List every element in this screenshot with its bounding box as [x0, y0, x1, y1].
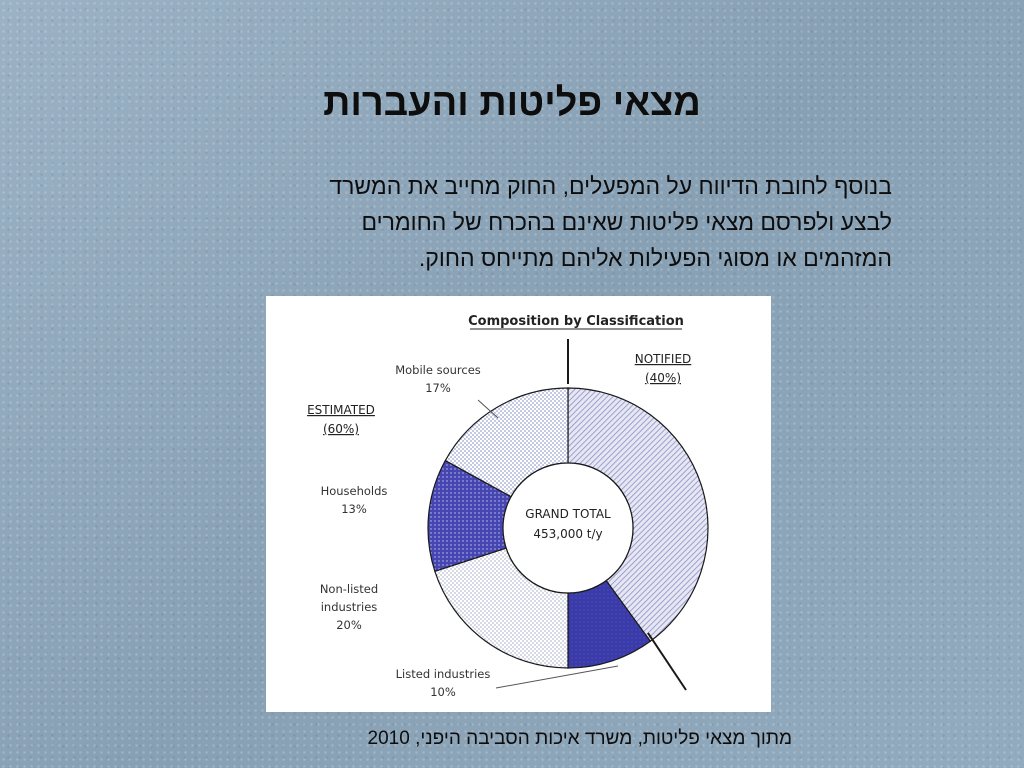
slide-title: מצאי פליטות והעברות: [323, 82, 701, 124]
group-label-notified: NOTIFIED: [634, 352, 692, 366]
group-percent-notified: (40%): [644, 371, 682, 385]
chart-title: Composition by Classification: [468, 314, 684, 329]
slice-label: 17%: [425, 381, 451, 395]
slice-label: Non-listed: [319, 582, 379, 596]
slice-label: 13%: [341, 502, 367, 516]
center-label-title: GRAND TOTAL: [525, 507, 611, 521]
slice-label: 10%: [430, 685, 456, 699]
group-label-estimated: ESTIMATED: [307, 403, 375, 417]
body-line: בנוסף לחובת הדיווח על המפעלים, החוק מחייב את המשרד: [329, 173, 892, 199]
slice-label: 20%: [336, 618, 362, 632]
source-caption: מתוך מצאי פליטות, משרד איכות הסביבה היפני, 2010: [367, 728, 792, 749]
composition-chart: [266, 296, 771, 712]
slide-body-text: [150, 168, 892, 276]
notified-divider-bottom: [648, 633, 686, 690]
slice-label-leader-line: [496, 666, 618, 688]
slice-label: Households: [320, 484, 388, 498]
slice-label: industries: [320, 600, 378, 614]
slice-label: Listed industries: [395, 667, 491, 681]
center-label-value: 453,000 t/y: [533, 527, 603, 541]
chart-image: [266, 296, 771, 712]
group-percent-estimated: (60%): [322, 422, 360, 436]
slice-label: Mobile sources: [395, 363, 481, 377]
body-line: המזהמים או מסוגי הפעילות אליהם מתייחס החוק.: [418, 245, 892, 271]
body-line: לבצע ולפרסם מצאי פליטות שאינם בהכרח של החומרים: [361, 209, 892, 235]
